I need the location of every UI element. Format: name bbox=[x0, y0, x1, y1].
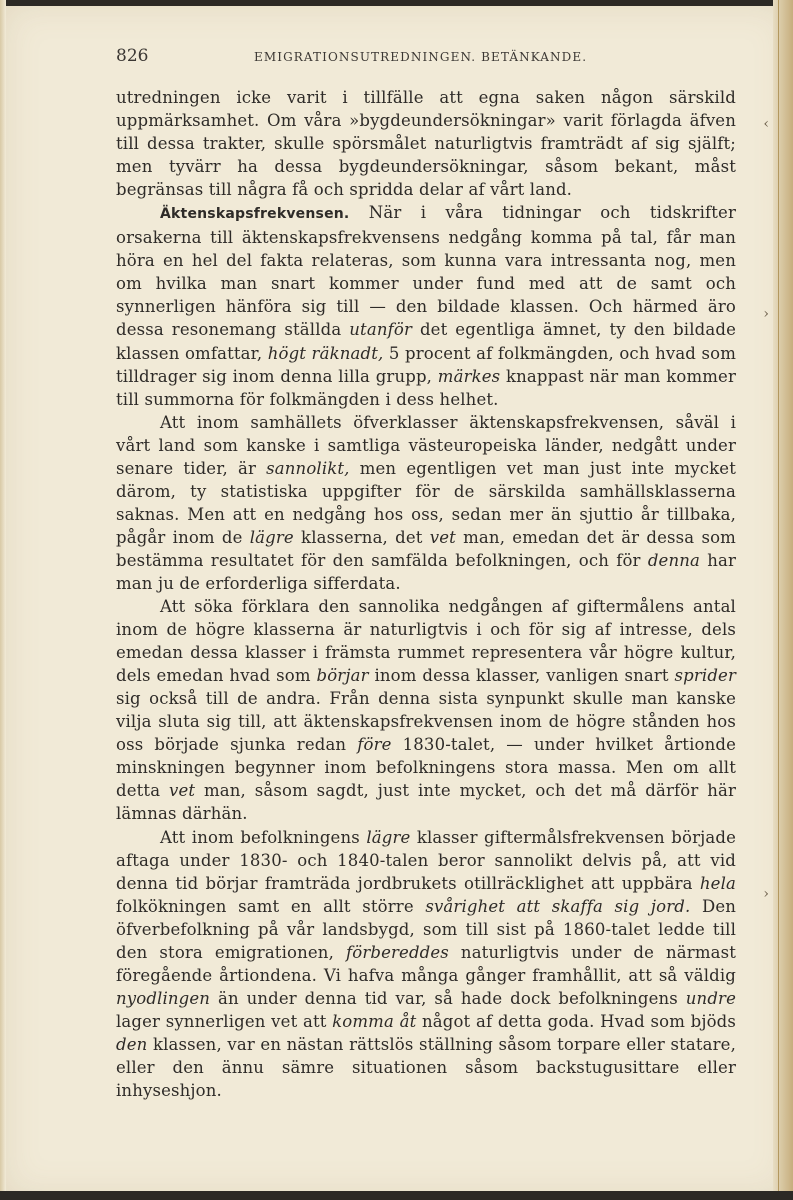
margin-speck: › bbox=[763, 886, 769, 902]
emphasis: sannolikt, bbox=[266, 458, 350, 478]
text-run: klasserna, det bbox=[293, 527, 430, 547]
text-run: men egentligen vet man just inte mycket därom, ty statistiska uppgifter för de särskilda samhällsklasserna saknas. Men att en nedgång hos oss, sedan mer än sjuttio år tillbaka, pågår inom de bbox=[116, 458, 736, 547]
text-run: Att söka förklara den sannolika nedgången af giftermålens antal inom de högre klasserna är naturligtvis i och för sig af intresse, dels emedan dessa klasser i främsta rummet representera vår högre kultur, dels emedan hvad som bbox=[116, 597, 736, 686]
emphasis: vet bbox=[429, 527, 456, 547]
emphasis: märkes bbox=[437, 366, 501, 386]
text-run: klassen, var en nästan rättslös ställning såsom torpare eller statare, eller den ännu sämre situationen såsom backstugusittare eller inhyseshjon. bbox=[116, 1034, 736, 1101]
emphasis: nyodlingen bbox=[116, 988, 211, 1008]
emphasis: undre bbox=[685, 988, 736, 1008]
paragraph bbox=[116, 411, 736, 595]
paragraph bbox=[116, 826, 736, 1103]
text-run: utredningen icke varit i tillfälle att egna saken någon särskild uppmärksamhet. Om våra »bygdeundersökningar» varit förlagda äfven till dessa trakter, skulle spörsmålet naturligtvis framträdt af sig själft; men tyvärr ha dessa bygdeundersökningar, såsom bekant, måst begränsas till några få och spridda delar af vårt land. bbox=[116, 88, 736, 200]
paragraph bbox=[116, 201, 736, 410]
emphasis: denna bbox=[647, 550, 700, 570]
text-run: har man ju de erforderliga sifferdata. bbox=[116, 550, 736, 593]
text-run: något af detta goda. Hvad som bjöds bbox=[416, 1011, 737, 1031]
margin-speck: ‹ bbox=[763, 116, 769, 132]
text-run: man, såsom sagdt, just inte mycket, och det må därför här lämnas därhän. bbox=[116, 781, 736, 824]
emphasis: lägre bbox=[366, 827, 411, 847]
text-run: folkökningen samt en allt större bbox=[116, 896, 426, 916]
text-run: 5 procent af folkmängden, och hvad som tilldrager sig inom denna lilla grupp, bbox=[116, 343, 736, 386]
scan-bottom-border bbox=[0, 1191, 793, 1200]
page-number: 826 bbox=[116, 46, 149, 66]
text-run: Den öfverbefolkning på vår landsbygd, som till sist på 1860-talet ledde till den stora emigrationen, bbox=[116, 896, 737, 962]
emphasis: komma åt bbox=[332, 1011, 417, 1031]
paragraph bbox=[116, 595, 736, 825]
margin-speck: › bbox=[763, 306, 769, 322]
text-run: knappast när man kommer till summorna för folkmängden i dess helhet. bbox=[116, 366, 736, 409]
emphasis: högt räknadt, bbox=[267, 343, 384, 363]
emphasis: lägre bbox=[249, 527, 294, 547]
emphasis: den bbox=[116, 1034, 148, 1054]
text-run: än under denna tid var, så hade dock befolkningens bbox=[210, 988, 686, 1008]
emphasis: börjar bbox=[316, 666, 369, 686]
scan-top-border bbox=[0, 0, 793, 6]
emphasis: före bbox=[357, 735, 392, 755]
text-run: inom dessa klasser, vanligen snart bbox=[368, 666, 675, 686]
page-header bbox=[116, 46, 736, 72]
body-text bbox=[116, 86, 736, 1102]
text-run: sig också till de andra. Från denna sista synpunkt skulle man kanske vilja sluta sig till, att äktenskapsfrekvensen inom de högre stånden hos oss började sjunka redan bbox=[116, 689, 736, 755]
book-binding-edge bbox=[773, 0, 793, 1200]
text-run: 1830-talet, — under hvilket årtionde minskningen begynner inom befolkningens stora massa. Men om allt detta bbox=[116, 735, 736, 801]
text-run: klasser giftermålsfrekvensen började aftaga under 1830- och 1840-talen beror sannolikt delvis på, att vid denna tid börjar framträda jordbrukets otillräcklighet att uppbära bbox=[116, 827, 736, 893]
emphasis: vet bbox=[169, 781, 196, 801]
page-left-edge bbox=[0, 0, 6, 1200]
section-heading: Äktenskapsfrekvensen. bbox=[160, 206, 350, 223]
emphasis: hela bbox=[699, 873, 736, 893]
text-run: naturligtvis under de närmast föregående årtiondena. Vi hafva många gånger framhållit, att så väldig bbox=[116, 942, 736, 985]
binding-rule bbox=[778, 0, 779, 1200]
emphasis: utanför bbox=[349, 320, 412, 340]
text-run: man, emedan det är dessa som bestämma resultatet för den samfälda befolkningen, och för bbox=[116, 527, 736, 570]
emphasis: sprider bbox=[674, 666, 736, 686]
text-run: När i våra tidningar och tidskrifter orsakerna till äktenskapsfrekvensens nedgång komma på tal, får man höra en hel del fakta relateras, som kunna vara intressanta nog, men om hvilka man snart kommer under fund med att de samt och synnerligen hänföra sig till — den bildade klassen. Och härmed äro dessa resonemang ställda bbox=[116, 203, 736, 340]
text-run: Att inom samhällets öfverklasser äktenskapsfrekvensen, såväl i vårt land som kanske i samtliga västeuropeiska länder, nedgått under senare tider, är bbox=[116, 412, 736, 478]
running-head: EMIGRATIONSUTREDNINGEN. BETÄNKANDE. bbox=[254, 50, 588, 64]
emphasis: förbereddes bbox=[345, 942, 449, 962]
paragraph bbox=[116, 86, 736, 201]
emphasis: svårighet att skaffa sig jord. bbox=[425, 896, 691, 916]
text-run: Att inom befolkningens bbox=[160, 827, 367, 847]
text-run: lager synnerligen vet att bbox=[116, 1011, 333, 1031]
text-run: det egentliga ämnet, ty den bildade klassen omfattar, bbox=[116, 320, 736, 363]
